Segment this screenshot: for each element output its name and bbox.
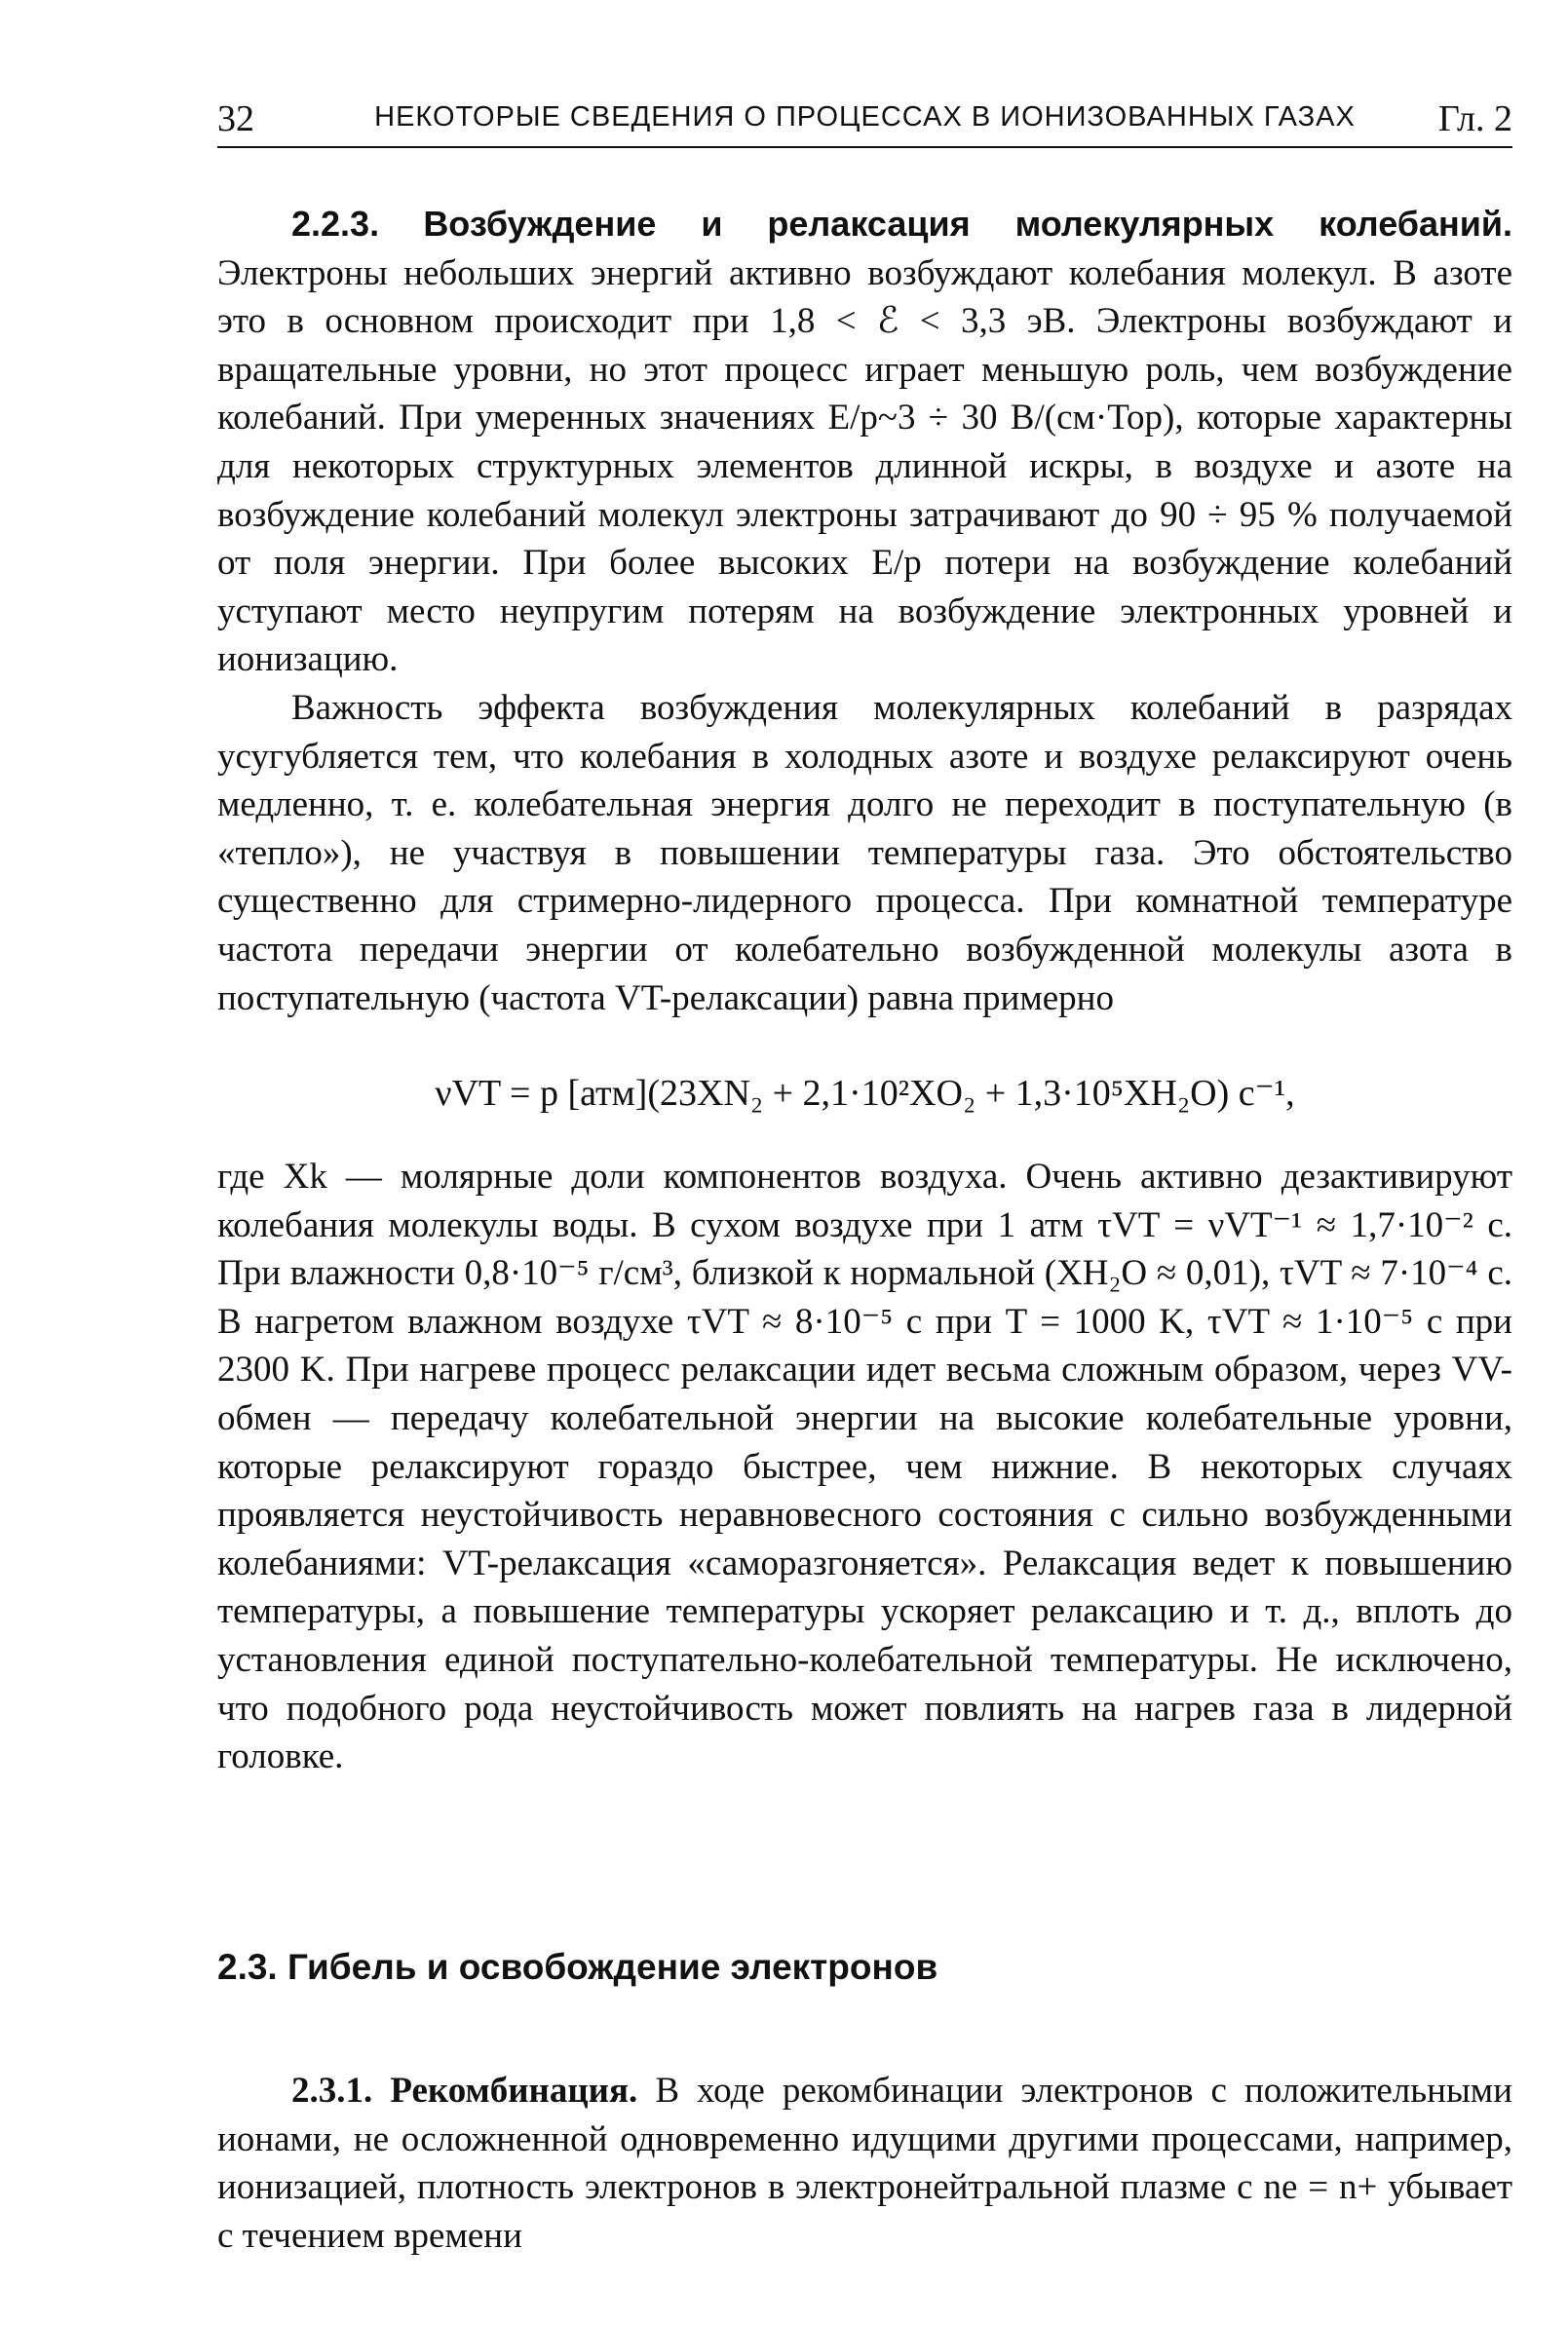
section-number: 2.2.3. — [291, 204, 380, 244]
paragraph-2-2-3-intro — [217, 200, 1512, 684]
paragraph-importance: Важность эффекта возбуждения молекулярных колебаний в разрядах усугубляется тем, что колебания в холодных азоте и воздухе релаксируют очень медленно, т. е. колебательная энергия долго не переходит в поступательную (в «тепло»), не участвуя в повышении температуры газа. Это обстоятельство существенно для стримерно-лидерного процесса. При комнатной температуре частота передачи энергии от колебательно возбужденной молекулы азота в поступательную (частота VT-релаксации) равна примерно — [217, 687, 1512, 1018]
section-2-3-1 — [217, 2067, 1512, 2260]
paragraph-relaxation-times: где Xk — молярные доли компонентов воздуха. Очень активно дезактивируют колебания молекулы воды. В сухом воздухе при 1 атм τVT = νVT⁻¹ ≈ 1,7·10⁻² с. При влажности 0,8·10⁻⁵ г/см³, близкой к нормальной (XH₂O ≈ 0,01), τVT ≈ 7·10⁻⁴ с. В нагретом влажном воздухе τVT ≈ 8·10⁻⁵ с при T = 1000 K, τVT ≈ 1·10⁻⁵ с при 2300 K. При нагреве процесс релаксации идет весьма сложным образом, через VV-обмен — передачу колебательной энергии на высокие колебательные уровни, которые релаксируют гораздо быстрее, чем нижние. В некоторых случаях проявляется неустойчивость неравновесного состояния с сильно возбужденными колебаниями: VT-релаксация «саморазгоняется». Релаксация ведет к повышению температуры, а повышение температуры ускоряет релаксацию и т. д., вплоть до установления единой поступательно-колебательной температуры. Не исключено, что подобного рода неустойчивость может повлиять на нагрев газа в лидерной головке. — [217, 1157, 1512, 1777]
page-header — [217, 97, 1512, 148]
paragraph-text: В ходе рекомбинации электронов с положительными ионами, не осложненной одновременно идущими другими процессами, например, ионизацией, плотность электронов в электронейтральной плазме с ne = n+ убывает с течением времени — [217, 2071, 1513, 2256]
running-title: НЕКОТОРЫЕ СВЕДЕНИЯ О ПРОЦЕССАХ В ИОНИЗОВАННЫХ ГАЗАХ — [374, 101, 1356, 133]
page-number: 32 — [217, 98, 254, 139]
section-2-2-3-continued — [217, 1153, 1512, 1781]
chapter-label: Гл. 2 — [1437, 98, 1512, 139]
paragraph-recombination — [217, 2067, 1512, 2260]
section-heading-2-3: 2.3. Гибель и освобождение электронов — [217, 1947, 938, 1987]
section-title: Возбуждение и релаксация молекулярных колебаний. — [423, 204, 1513, 244]
section-2-2-3 — [217, 200, 1512, 1022]
paragraph-text: Электроны небольших энергий активно возбуждают колебания молекул. В азоте это в основном происходит при 1,8 < ℰ < 3,3 эВ. Электроны возбуждают и вращательные уровни, но этот процесс играет меньшую роль, чем возбуждение колебаний. При умеренных значениях E/p~3 ÷ 30 В/(см·Тор), которые характерны для некоторых структурных элементов длинной искры, в воздухе и азоте на возбуждение колебаний молекул электроны затрачивают до 90 ÷ 95 % получаемой от поля энергии. При более высоких E/p потери на возбуждение колебаний уступают место неупругим потерям на возбуждение электронных уровней и ионизацию. — [217, 252, 1512, 680]
subsection-title: Рекомбинация. — [390, 2071, 638, 2111]
subsection-number: 2.3.1. — [291, 2071, 373, 2111]
formula-nu-vt: νVT = p [атм](23XN₂ + 2,1·10²XO₂ + 1,3·10⁵XH₂O) с⁻¹, — [435, 1073, 1295, 1114]
